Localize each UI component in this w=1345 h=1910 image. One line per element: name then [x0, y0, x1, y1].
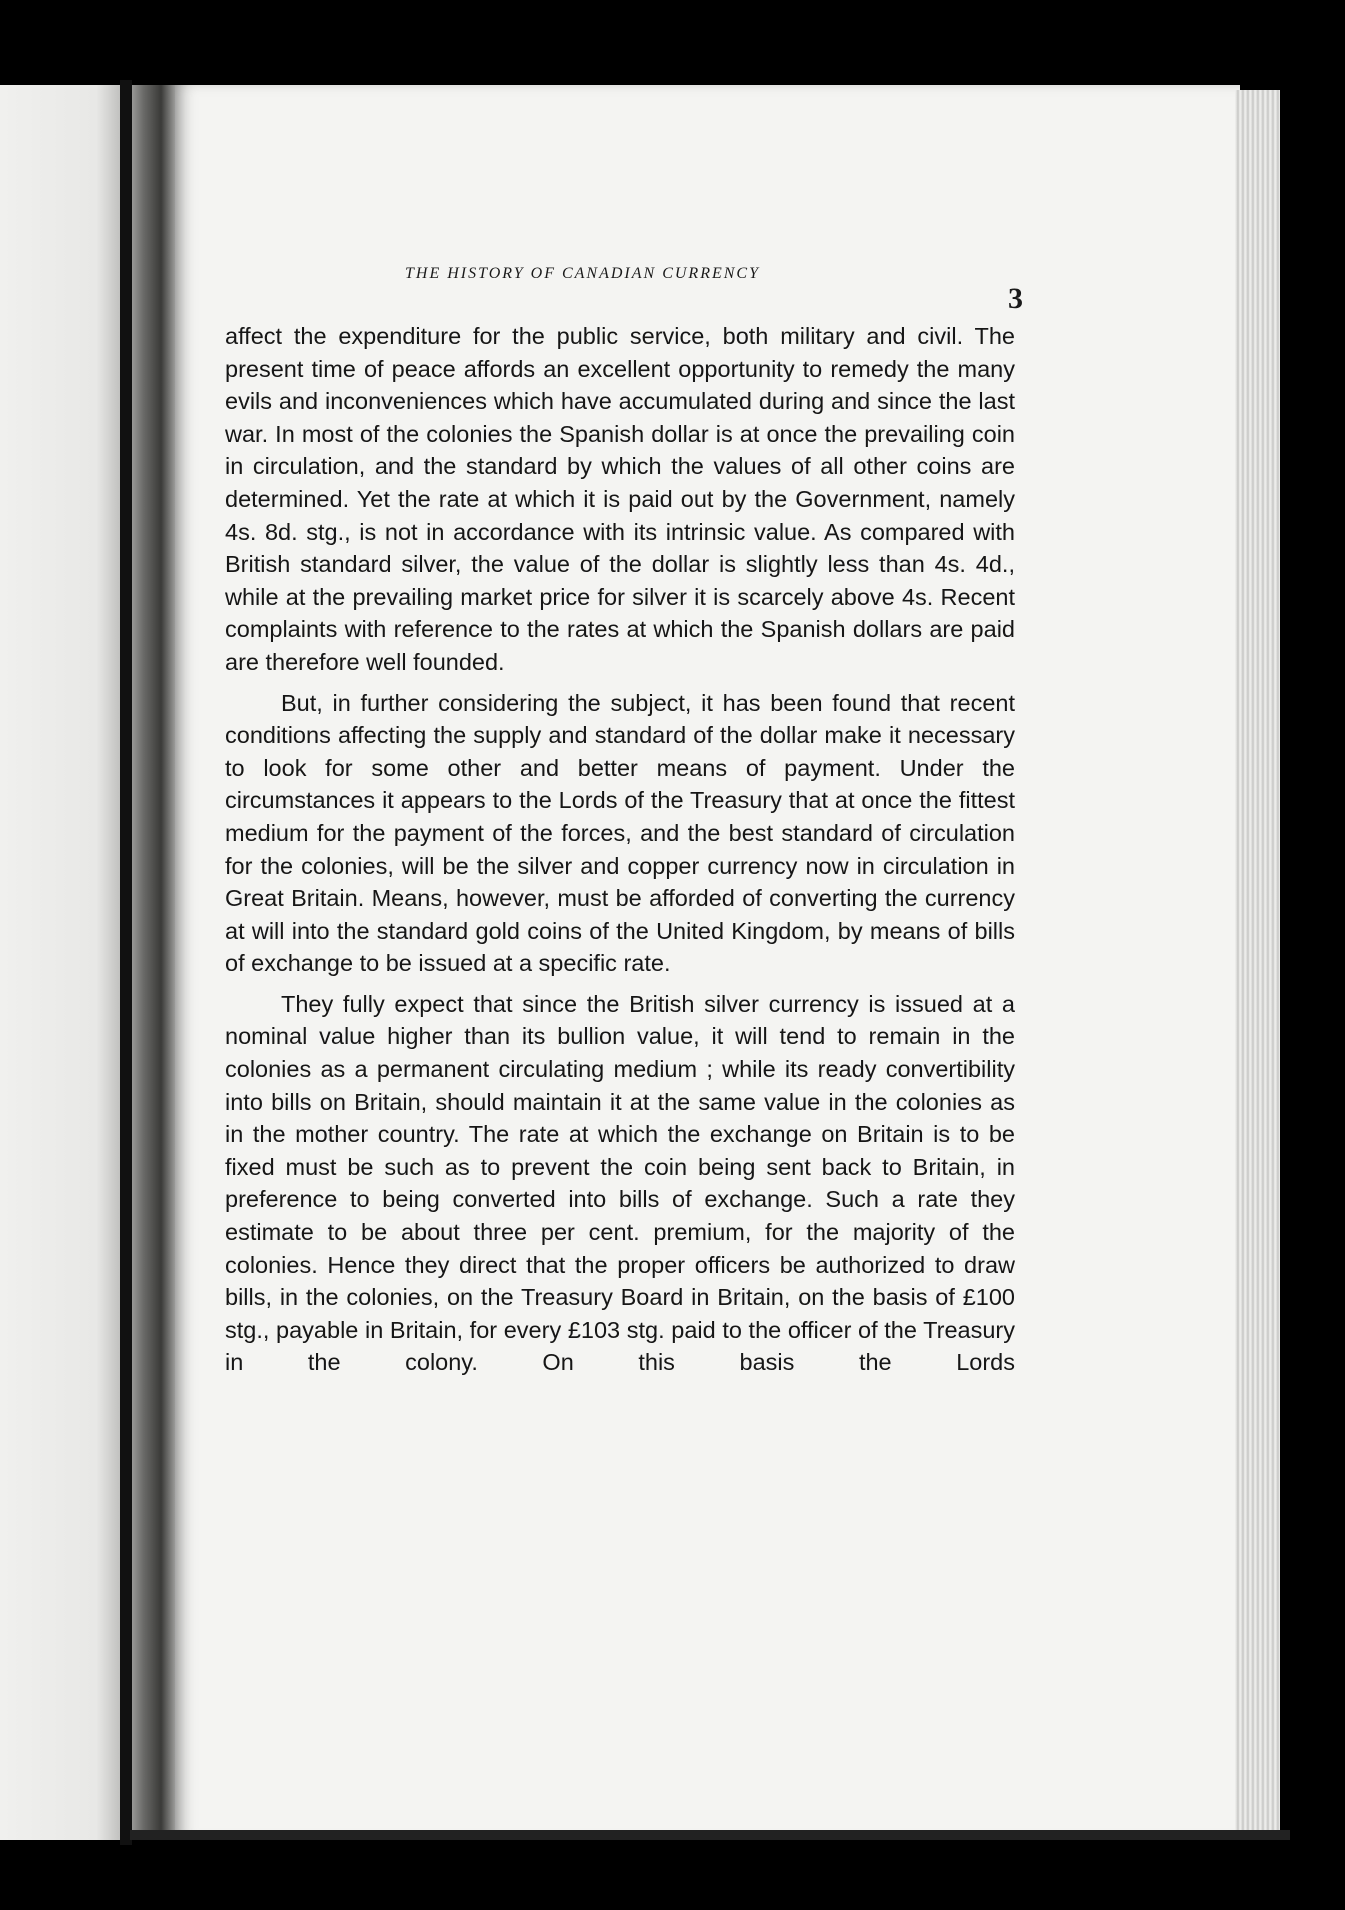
- paragraph-2: But, in further considering the subject, it has been found that recent conditions affecting the supply and standard of the dollar make it necessary to look for some other and better means of payment. Under the circumstances it appears to the Lords of the Treasury that at once the fittest medium for the payment of the forces, and the best standard of circulation for the colonies, will be the silver and copper currency now in circulation in Great Britain. Means, however, must be afforded of converting the currency at will into the standard gold coins of the United Kingdom, by means of bills of exchange to be issued at a specific rate.: [225, 689, 1015, 977]
- left-page-spine: [0, 85, 175, 1840]
- paragraph-3: They fully expect that since the British silver currency is issued at a nominal value higher than its bullion value, it will tend to remain in the colonies as a permanent circulating medium ; while its ready convertibility into bills on Britain, should maintain it at the same value in the colonies as in the mother country. The rate at which the exchange on Britain is to be fixed must be such as to prevent the coin being sent back to Britain, in preference to being converted into bills of exchange. Such a rate they estimate to be about three per cent. premium, for the majority of the colonies. Hence they direct that the proper officers be authorized to draw bills, in the colonies, on the Treasury Board in Britain, on the basis of £100 stg., payable in Britain, for every £103 stg. paid to the officer of the Treasury in the colony. On this basis the Lords: [225, 990, 1015, 1376]
- bottom-edge-shadow: [130, 1830, 1290, 1840]
- page-edges: [1235, 90, 1280, 1835]
- paragraph-1: affect the expenditure for the public service, both military and civil. The present time of peace affords an excellent opportunity to remedy the many evils and inconveniences which have accumulated during and since the last war. In most of the colonies the Spanish dollar is at once the prevailing coin in circulation, and the standard by which the values of all other coins are determined. Yet the rate at which it is paid out by the Government, namely 4s. 8d. stg., is not in accordance with its intrinsic value. As compared with British standard silver, the value of the dollar is slightly less than 4s. 4d., while at the prevailing market price for silver it is scarcely above 4s. Recent complaints with reference to the rates at which the Spanish dollars are paid are therefore well founded.: [225, 323, 1015, 675]
- running-header: THE HISTORY OF CANADIAN CURRENCY: [405, 265, 760, 282]
- page-number: 3: [1008, 282, 1023, 315]
- binding-shadow: [120, 80, 132, 1845]
- body-text: [225, 320, 1015, 1379]
